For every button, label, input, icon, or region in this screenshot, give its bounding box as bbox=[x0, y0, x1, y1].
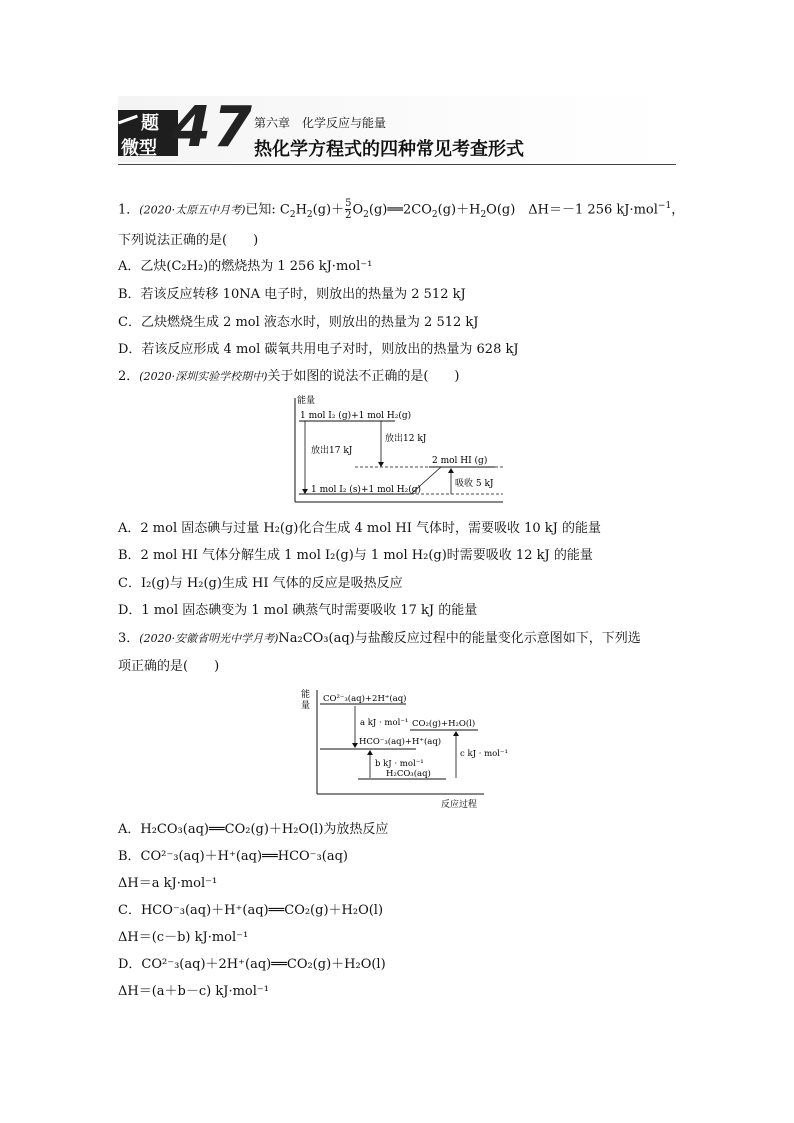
level-hco3-label: HCO⁻₃(aq)+H⁺(aq) bbox=[359, 737, 442, 747]
question-3-option-d-dh: ΔH＝(a＋b－c) kJ·mol⁻¹ bbox=[118, 984, 269, 999]
stem-text: 已知: C bbox=[245, 202, 290, 218]
badge-top-text: 题 bbox=[141, 113, 159, 134]
subscript: 2 bbox=[480, 209, 487, 220]
level-hi-label: 2 mol HI (g) bbox=[432, 456, 488, 466]
level-h2co3-label: H₂CO₃(aq) bbox=[386, 769, 431, 779]
question-number: 2． bbox=[118, 369, 140, 384]
y-axis-label-2: 量 bbox=[301, 701, 311, 711]
release-12-label: 放出12 kJ bbox=[385, 434, 427, 444]
badge-ribbon bbox=[118, 115, 138, 125]
question-3-option-c-dh: ΔH＝(c－b) kJ·mol⁻¹ bbox=[118, 930, 249, 945]
level-co2-label: CO₂(g)+H₂O(l) bbox=[412, 719, 476, 729]
arrowhead bbox=[367, 750, 373, 755]
level-bottom-label: 1 mol I₂ (s)+1 mol H₂(g) bbox=[311, 485, 422, 495]
arrowhead bbox=[448, 468, 454, 473]
energy-diagram-1 bbox=[285, 390, 510, 508]
question-1-stem-line-2: 下列说法正确的是( ) bbox=[118, 233, 259, 248]
topic-number: 47 bbox=[172, 95, 254, 160]
question-2-option-d: D．1 mol 固态碘变为 1 mol 碘蒸气时需要吸收 17 kJ 的能量 bbox=[118, 603, 478, 618]
c-label: c kJ · mol⁻¹ bbox=[460, 749, 508, 759]
level-top-label: CO²⁻₃(aq)+2H⁺(aq) bbox=[323, 694, 407, 704]
question-3-option-b-dh: ΔH＝a kJ·mol⁻¹ bbox=[118, 876, 218, 891]
x-axis-label: 反应过程 bbox=[441, 800, 478, 810]
header-rule bbox=[118, 164, 676, 165]
question-source: (2020·深圳实验学校期中) bbox=[139, 370, 268, 383]
subscript: 2 bbox=[289, 209, 296, 220]
stem-text: O(g) ΔH＝－1 256 kJ·mol bbox=[486, 202, 658, 218]
question-1-option-d: D．若该反应形成 4 mol 碳氧共用电子对时，则放出的热量为 628 kJ bbox=[118, 342, 519, 357]
stem-text: ， bbox=[671, 202, 685, 218]
fraction bbox=[345, 198, 351, 221]
stem-text: O bbox=[352, 202, 364, 218]
stem-text: (g)══2CO bbox=[368, 202, 432, 218]
question-1-option-a: A．乙炔(C₂H₂)的燃烧热为 1 256 kJ·mol⁻¹ bbox=[118, 259, 373, 274]
fraction-denominator: 2 bbox=[345, 210, 352, 222]
arrowhead bbox=[302, 489, 308, 494]
topic-badge bbox=[118, 110, 178, 159]
question-3-stem-line-1 bbox=[118, 631, 641, 647]
absorb-5-label: 吸收 5 kJ bbox=[455, 479, 494, 489]
question-number: 1． bbox=[118, 202, 140, 218]
b-label: b kJ · mol⁻¹ bbox=[375, 759, 424, 769]
subscript: 2 bbox=[306, 209, 313, 220]
badge-bottom-text: 微型 bbox=[121, 138, 157, 159]
chapter-label: 第六章 化学反应与能量 bbox=[254, 116, 387, 130]
arrowhead bbox=[378, 462, 384, 467]
question-2-option-b: B．2 mol HI 气体分解生成 1 mol I₂(g)与 1 mol H₂(g)时需要吸收 12 kJ 的能量 bbox=[118, 548, 593, 563]
arrowhead bbox=[352, 743, 358, 748]
stem-text: (g)＋H bbox=[437, 202, 481, 218]
energy-diagram-2 bbox=[298, 684, 508, 812]
fraction-numerator: 5 bbox=[345, 198, 352, 210]
arrowhead bbox=[453, 731, 459, 736]
question-3-option-c: C．HCO⁻₃(aq)＋H⁺(aq)══CO₂(g)＋H₂O(l) bbox=[118, 903, 384, 918]
y-axis-label: 能量 bbox=[297, 396, 316, 406]
page-title: 热化学方程式的四种常见考查形式 bbox=[254, 139, 524, 160]
stem-text: 关于如图的说法不正确的是( ) bbox=[267, 369, 460, 384]
release-17-label: 放出17 kJ bbox=[311, 446, 353, 456]
question-2-option-c: C．I₂(g)与 H₂(g)生成 HI 气体的反应是吸热反应 bbox=[118, 576, 403, 591]
question-1-line-1 bbox=[118, 198, 684, 223]
stem-text: H bbox=[295, 202, 307, 218]
subscript: 2 bbox=[363, 209, 369, 220]
question-3-option-d: D．CO²⁻₃(aq)＋2H⁺(aq)══CO₂(g)＋H₂O(l) bbox=[118, 957, 386, 972]
superscript: −1 bbox=[657, 201, 672, 211]
question-3-option-a: A．H₂CO₃(aq)══CO₂(g)＋H₂O(l)为放热反应 bbox=[118, 822, 389, 837]
question-3-stem-line-2: 项正确的是( ) bbox=[118, 659, 220, 674]
question-1-option-b: B．若该反应转移 10NA 电子时，则放出的热量为 2 512 kJ bbox=[118, 287, 466, 302]
question-2-stem bbox=[118, 369, 460, 385]
level-top-label: 1 mol I₂ (g)+1 mol H₂(g) bbox=[300, 411, 412, 421]
subscript: 2 bbox=[431, 209, 438, 220]
question-number: 3． bbox=[118, 631, 140, 646]
a-label: a kJ · mol⁻¹ bbox=[360, 718, 409, 728]
question-source: (2020·太原五中月考) bbox=[139, 203, 246, 217]
stem-text: Na₂CO₃(aq)与盐酸反应过程中的能量变化示意图如下，下列选 bbox=[278, 631, 641, 646]
y-axis-label-1: 能 bbox=[301, 690, 311, 700]
question-1-option-c: C．乙炔燃烧生成 2 mol 液态水时，则放出的热量为 2 512 kJ bbox=[118, 315, 479, 330]
stem-text: (g)＋ bbox=[312, 202, 345, 218]
question-2-option-a: A．2 mol 固态碘与过量 H₂(g)化合生成 4 mol HI 气体时，需要吸收 10 kJ 的能量 bbox=[118, 521, 601, 536]
question-3-option-b: B．CO²⁻₃(aq)＋H⁺(aq)══HCO⁻₃(aq) bbox=[118, 849, 348, 864]
question-source: (2020·安徽省明光中学月考) bbox=[139, 632, 279, 645]
